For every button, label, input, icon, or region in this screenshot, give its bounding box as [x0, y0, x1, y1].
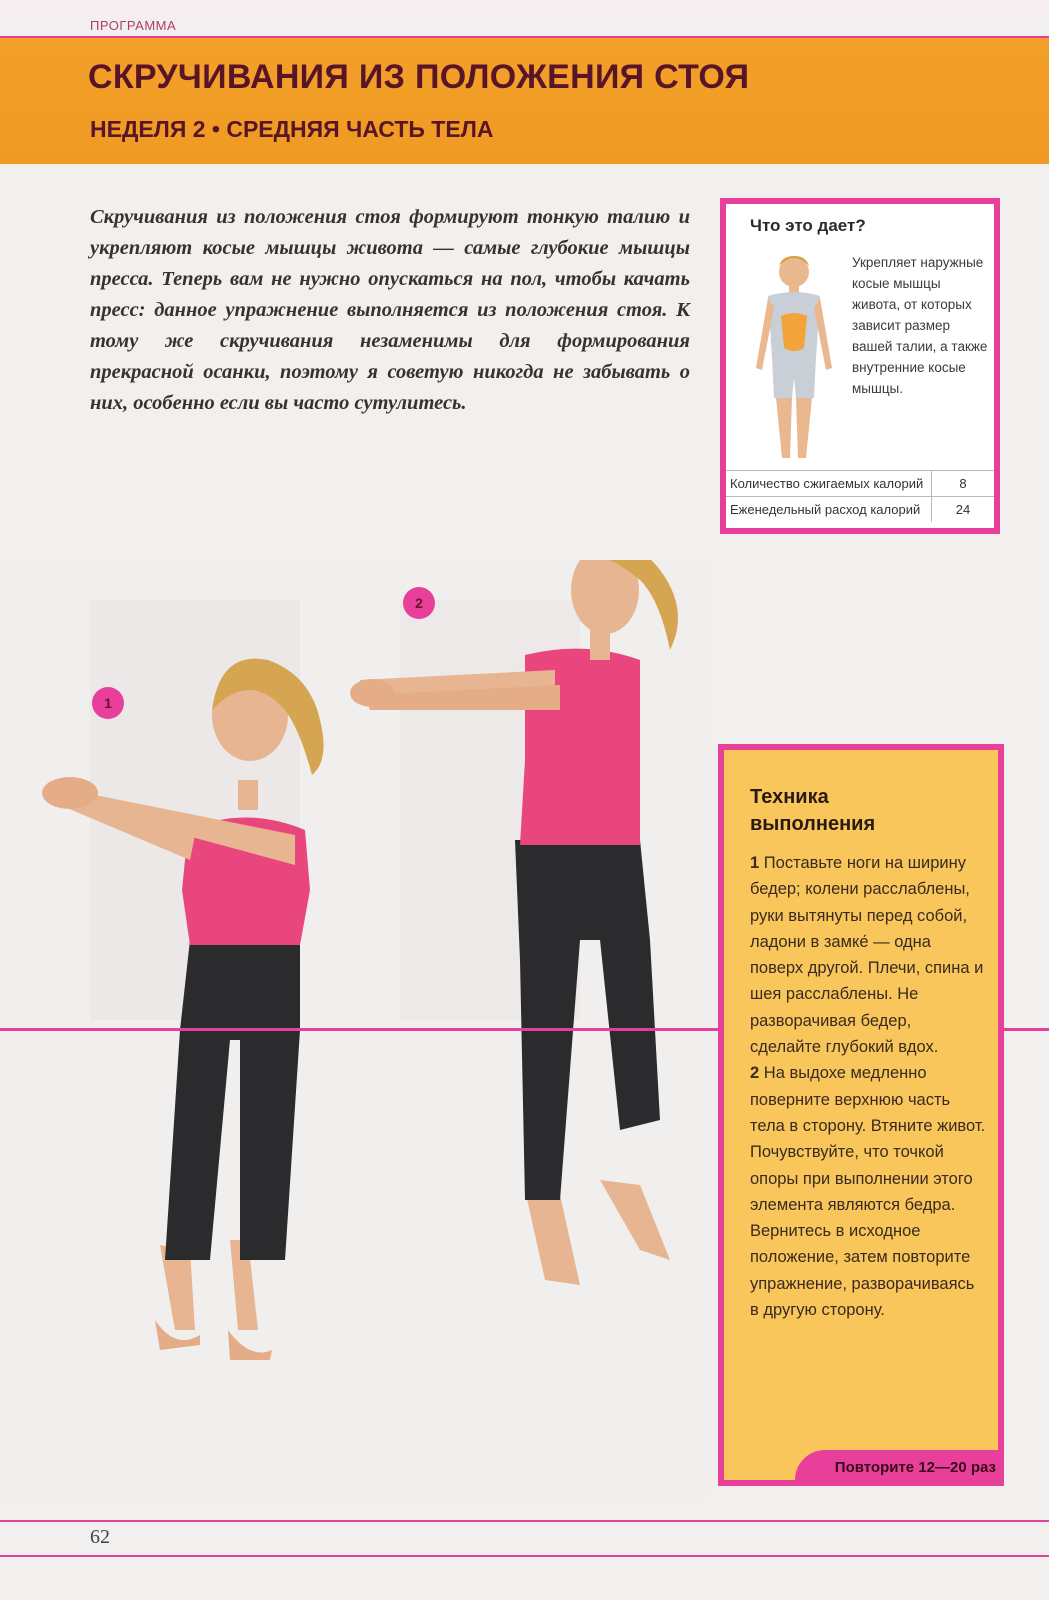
step-number: 2: [750, 1064, 760, 1083]
table-cell-value: 8: [932, 471, 995, 497]
table-cell-value: 24: [932, 497, 995, 523]
footer-rule-bottom: [0, 1555, 1049, 1557]
info-box-text: Укрепляет наружные косые мышцы живота, от которых зависит размер вашей талии, а также внутренние косые мышцы.: [852, 255, 988, 396]
page-title: СКРУЧИВАНИЯ ИЗ ПОЛОЖЕНИЯ СТОЯ: [88, 58, 750, 96]
table-cell-label: Количество сжигаемых калорий: [726, 471, 932, 497]
info-box-title: Что это дает?: [750, 216, 866, 235]
step-text: Поставьте ноги на ширину бедер; колени расслаблены, руки вытянуты перед собой, ладони в замке́ — одна поверх другой. Плечи, спина и шея расслаблены. Не разворачивая бедер, сделайте глубокий вдох.: [750, 854, 984, 1057]
info-box: [720, 198, 1000, 534]
header-band: [0, 38, 1049, 164]
calorie-table: [726, 470, 994, 522]
table-row: [726, 497, 994, 523]
muscle-figure-illustration: [746, 248, 841, 468]
technique-steps: [750, 850, 986, 1323]
section-label: ПРОГРАММА: [90, 18, 177, 33]
page-subtitle: НЕДЕЛЯ 2 • СРЕДНЯЯ ЧАСТЬ ТЕЛА: [90, 116, 494, 142]
top-strip: [0, 0, 1049, 18]
step-text: На выдохе медленно поверните верхнюю часть тела в сторону. Втяните живот. Почувствуйте, что точкой опоры при выполнении этого элемента являются бедра. Вернитесь в исходное положение, затем повторите упражнение, разворачиваясь в другую сторону.: [750, 1064, 986, 1320]
mid-rule-left: [0, 1028, 718, 1031]
step-number: 1: [750, 854, 760, 872]
table-row: [726, 471, 994, 497]
step-marker-2: 2: [403, 587, 435, 619]
page-number: 62: [90, 1526, 110, 1548]
intro-paragraph: Скручивания из положения стоя формируют тонкую талию и укрепляют косые мышцы живота — самые глубокие мышцы пресса. Теперь вам не нужно опускаться на пол, чтобы качать пресс: данное упражнение выполняется из положения стоя. К тому же скручивания незаменимы для формирования прекрасной осанки, поэтому я советую никогда не забывать о них, особенно если вы часто сутулитесь.: [90, 206, 690, 414]
repeat-count-tab: Повторите 12—20 раз: [795, 1450, 1004, 1486]
mid-rule-right: [1004, 1028, 1049, 1031]
step-marker-1: 1: [92, 687, 124, 719]
technique-box: [718, 744, 1004, 1486]
footer-rule-top: [0, 1520, 1049, 1522]
table-cell-label: Еженедельный расход калорий: [726, 497, 932, 523]
technique-title: Техника выполнения: [750, 786, 876, 835]
